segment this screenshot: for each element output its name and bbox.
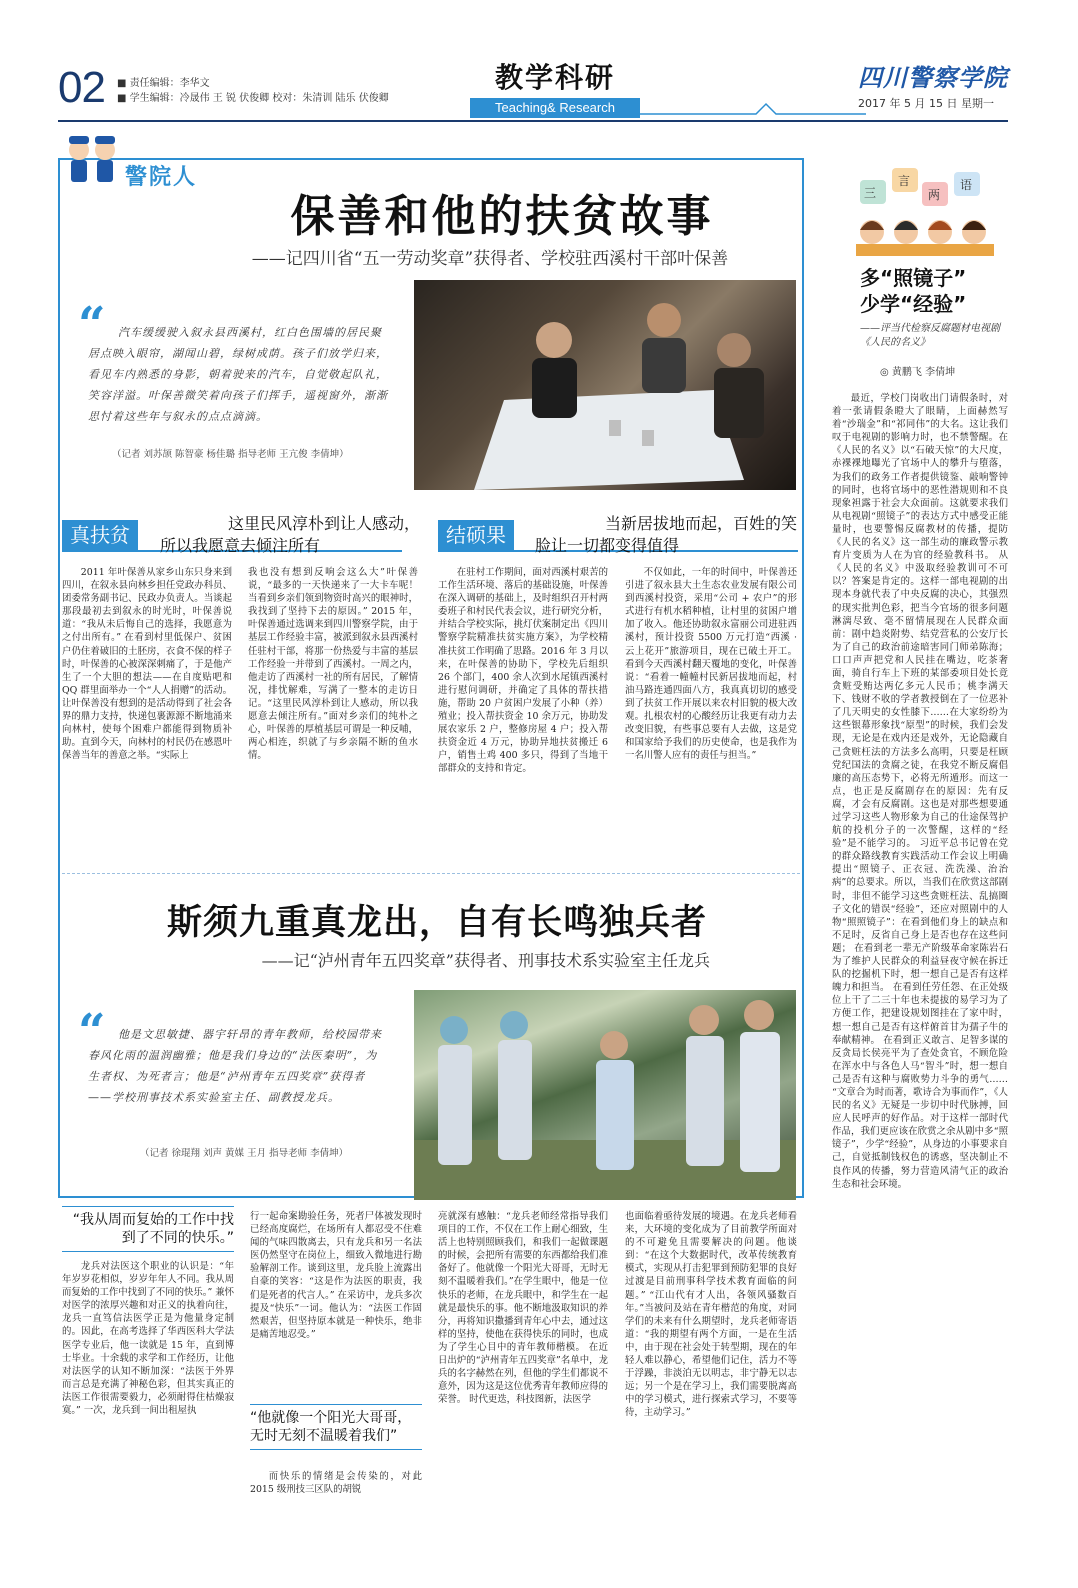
quote-mark-icon-2: “: [78, 1004, 106, 1060]
commentary-subtitle: ——评当代检察反腐题材电视剧《人民的名义》: [860, 323, 1000, 348]
quote-mark-icon: “: [78, 297, 106, 353]
story1-col4: 不仅如此，一年的时间中，叶保善还引进了叙永县大土生态农业发展有限公司到西溪村投资，采用“公司 + 农户”的形式进行有机水稻种植，让村里的贫困户增加了收入。他还协助叙永富丽公司进驻西溪村，预计投资 5500 万元打造“西溪 · 云上花开”旅游项目，现在已破土开工。 看到今天西溪村翻天覆地的变化，叶保善说：“看着一幢幢村民新居拔地而起，村油马路连通四面八方，我真真切切的感受到了扶贫工作开展以来农村旧貌的极大改观。扎根农村的心酸经历让我更有动力去改变旧貌，有些事总要有人去做，这是党和国家给予我们的历史使命，也是我作为一名川警人应有的责任与担当。”: [625, 567, 797, 762]
section-title: 教学科研: [494, 61, 615, 94]
school-logo: 四川警察学院: [858, 63, 1008, 92]
section2-head-1: 当新居拔地而起，百姓的笑: [604, 514, 797, 533]
story2-pullquote-2: “他就像一个阳光大哥哥，无时无刻不温暖着我们”: [250, 1404, 422, 1450]
column-tag: [65, 130, 215, 190]
bubble-word-1: 三: [864, 186, 877, 200]
story2-col4: 也面临着亟待发展的境遇。在龙兵老师看来，大环境的变化成为了目前教学所面对的不可避免且需要解决的问题。他谈到：“在这个大数据时代，改革传统教育模式，实现从打击犯罪到预防犯罪的良好过渡是目前刑事科学技术教育面临的问题。” “江山代有才人出，各领风骚数百年。”当被问及站在青年楷范的角度，对同学们的未来有什么期望时，龙兵老师寄语道：“我的期望有两个方面，一是在生活中，由于现在社会处于转型期，现在的年轻人难以静心，希望他们记住，活力不等于浮躁，非淡泊无以明志，非宁静无以志远；另一个是在学习上，我们需要脱离高中的学习模式，进行探索式学习，不要等待，主动学习。”: [625, 1211, 797, 1419]
header-wave: [636, 100, 866, 118]
section1-head-2: 所以我愿意去倾注所有: [160, 536, 321, 555]
story1-col1: 2011 年叶保善从家乡山东只身来到四川，在叙永县向林乡担任党政办科员、团委常务副书记、民政办负责人。当谈起那段最初去到叙永的时光时，叶保善说道：“我从未后悔自己的选择，我愿意为之付出所有。” 在看到村里低保户、贫困户仍住着破旧的土胚房，衣食不保的样子时，叶保善的心被深深刺痛了，于是他产生了一个大胆的想法——在自度贴吧和 QQ 群里面举办一个“人人捐赠”的活动。让叶保善没有想到的是活动得到了社会各界的鼎力支持，快递包裹源源不断地涌来向林村，使每个困难户都能得到物质补助。直到今天，向林村的村民仍在感恩叶保善当年的善意之举。“实际上: [62, 567, 232, 762]
tag-zhenfupin: 真扶贫: [62, 520, 138, 550]
commentary-author: ◎ 黄鹏飞 李倩坤: [880, 367, 956, 378]
story1-byline: （记者 刘苏颉 陈智豪 杨佳璐 指导老师 王亢俊 李倩坤）: [112, 449, 349, 460]
story2-subtitle: ——记“泸州青年五四奖章”获得者、刑事技术系实验室主任龙兵: [261, 951, 710, 970]
story1-col2: 我也没有想到反响会这么大”叶保善说，“最多的一天快递来了一大卡车呢！当看到乡亲们领到物资时高兴的眼神时，我找到了坚持下去的原因。” 2015 年，叶保善通过选调来到四川警察学院，由于基层工作经验丰富，被派到叙永县西溪村任驻村干部，将那一份热爱与丰富的基层工作经验一并带到了西溪村。一周之内，他走访了西溪村一社的所有居民，了解情况，排忧解难，写满了一整本的走访日记。“这里民风淳朴到让人感动，所以我愿意去倾注所有。”面对乡亲们的纯朴之心，叶保善的厚植基层可谓是一种反哺，两心相连，织就了与乡亲隔不断的鱼水情。: [248, 567, 418, 762]
column-tag-label: 警院人: [125, 165, 198, 190]
commentary-illustration: [850, 160, 1000, 260]
bubble-word-4: 语: [960, 178, 973, 192]
story-divider: [62, 873, 800, 874]
tag-jieshuoguo: 结硕果: [438, 520, 514, 550]
section1-head-1: 这里民风淳朴到让人感动，: [227, 514, 420, 533]
story1-lead: 汽车缓缓驶入叙永县西溪村，红白色围墙的居民聚居点映入眼帘，湖闻山碧，绿树成荫。孩子们放学归来，看见车内熟悉的身影，朝着驶来的汽车，自觉敬起队礼，笑容洋溢。叶保善微笑着向孩子们挥手，遥视窗外，渐渐思忖着这些年与叙永的点点滴滴。: [88, 326, 388, 423]
story2-pullquote-1: “我从周而复始的工作中找到了不同的快乐。”: [62, 1206, 234, 1252]
section2-head-2: 脸让一切都变得值得: [535, 536, 680, 555]
story2-byline: （记者 徐琨翔 刘声 黄媒 王月 指导老师 李倩坤）: [140, 1148, 349, 1159]
story2-col3: 亮就深有感触：“龙兵老师经常指导我们项目的工作，不仅在工作上耐心细致，生活上也特别照顾我们，和我们一起做课题的时候，会把所有需要的东西都给我们准备好了。他就像一个阳光大哥哥，无时无刻不温暖着我们。”在学生眼中，他是一位快乐的老师，在龙兵眼中，和学生在一起就是最快乐的事。他不断地汲取知识的养分，再将知识撒播到青年心中去，通过这样的坚持，使他在获得快乐的同时，也成为了学生心目中的青年教师楷模。 在近日出炉的“泸州青年五四奖章”名单中，龙兵的名字赫然在列，但他的学生们都说不意外，因为这是这位优秀青年教师应得的荣誉。 时代更迭，科技图新，法医学: [438, 1211, 608, 1406]
commentary-body: 最近，学校门岗收出门请假条时，对着一张请假条瞪大了眼睛，上面赫然写着“沙瑞金”和“祁同伟”的大名。这让我们叹于电视剧的影响力时，也不禁警醒。在《人民的名义》以“石破天惊”的大尺度，赤裸裸地曝光了官场中人的攀升与堕落，为我们的政务工作者提供镜鉴、敲响警钟的同时，也将官场中的恶性潜规则和不良现象袒露于社会大众面前。这就要求我们从电视剧“照镜子”的表达方式中感受正能量时，也要警惕反腐教材的传播，提防《人民的名义》这一部生动的廉政警示教育片变质为人在为官的经验教科书。 从《人民的名义》中汲取经验教训可不可以？答案是肯定的。这样一部电视剧的出现本身就代表了中央反腐的决心，其强烈的现实批判色彩，把当今官场的很多问题淋漓尽致、毫不留情展现在人民群众面前：剧中趋炎附势、结党营私的公安厅长为了自己的政治前途暗害同门师弟陈海；口口声声把党和人民挂在嘴边，吃茶奢面，骑自行车上下班的某部委项目处长竟贪赃受贿达两亿多元人民币；桃李满天下、钱财不收的学者教授倒在了一位恶补了几天明史的女性膝下……在大家纷纷为这些银幕形象找“原型”的时候，我们会发现，无论是在戏内还是戏外，无论隐藏自己贪赃枉法的方法多么高明，只要是枉顾党纪国法的贪腐之徒，在我党不断反腐倡廉的高压态势下，必将无所遁形。而这一点，也正是反腐剧存在的原因：先有反腐，才会有反腐剧。这也是对那些想要通过学习这些人物形象为自己的仕途保驾护航的投机分子的一次警醒，这样的“经验”是不能学习的。 习近平总书记曾在党的群众路线教育实践活动工作会议上明确提出“照镜子、正衣冠、洗洗澡、治治病”的总要求。所以，当我们在欣赏这部剧时，非但不能学习这些贪赃枉法、乱搞圈子文化的错误“经验”，还应对照剧中的人物“照照镜子”：在看到他们身上的缺点和不足时，反省自己身上是否也存在这些问题； 在看到老一辈无产阶级革命家陈岩石为了维护人民群众的利益昼夜守候在拆迁队的挖掘机下时，想一想自己是否有这样魄力和担当。 在看到任劳任怨、在正处级位上干了二三十年也未提拔的易学习为了方便工作，把建设规划图挂在了家中时，想一想自己是否有这样俯首甘为孺子牛的奉献精神。 在看到正义敢言、足智多谋的反贪局长侯亮平为了查处贪官，不顾危险在浑水中与各色人马“智斗”时，想一想自己是否有这种与腐败势力斗争的勇气…… “文章合为时而著，歌诗合为事而作”，《人民的名义》无疑是一步切中时代脉搏，回应人民呼声的好作品。对于这样一部时代作品，我们更应该在欣赏之余从剧中多“照镜子”，少学“经验”，从身边的小事要求自己，自觉抵制钱权色的诱惑，坚决制止不良作风的传播，努力营造风清气正的政治生态和社会环境。: [832, 393, 1008, 1190]
story2-lead: 他是文思敏捷、器宇轩昂的青年教师，给校园带来春风化雨的温润幽雅；他是我们身边的“法医秦明”，为生者权、为死者言；他是“泸州青年五四奖章”获得者——学校刑事技术系实验室主任、副教授龙兵。: [88, 1028, 382, 1104]
section-subtitle: Teaching& Research: [470, 98, 640, 118]
story2-title: 斯须九重真龙出，自有长鸣独兵者: [166, 903, 707, 943]
story2-col1: 龙兵对法医这个职业的认识是：“年年岁岁花相似，岁岁年年人不同。我从周而复始的工作中找到了不同的快乐。” 兼怀对医学的浓厚兴趣和对正义的执着向往，龙兵一直笃信法医学正是为他量身定制的。因此，在高考选择了华西医科大学法医学专业后，他一读就是 15 年，直到博士毕业。十余载的求学和工作经历，让他对法医学的认知不断加深：“法医于外界而言总是充满了神秘色彩，但其实真正的法医工作很需要毅力，必须耐得住枯燥寂寞。” 一次，龙兵到一间出租屋执: [62, 1261, 234, 1417]
story1-col3: 在驻村工作期间，面对西溪村艰苦的工作生活环境、落后的基础设施，叶保善在深入调研的基础上，及时组织召开村两委班子和村民代表会议，进行研究分析，并结合学校实际，挑灯伏案制定出《四川警察学院精准扶贫实施方案》，为学校精准扶贫工作明确了思路。2016 年 3 月以来，在叶保善的协助下，学校先后组织 26 个部门，400 余人次到水尾镇西溪村进行慰问调研，并确定了具体的帮扶措施，帮助 20 户贫困户发展了小种（养）殖业；投入帮扶资金 10 余万元，协助发展农家乐 2 户，整修房屋 4 户；投入帮扶资金近 4 万元，协助异地扶贫搬迁 6 户，销售土鸡 400 多只，得到了当地干部群众的支持和肯定。: [438, 567, 608, 775]
commentary-title: [860, 265, 1010, 317]
editor-line: ■ 责任编辑：李华文: [117, 78, 210, 89]
commentary-title-line2: 少学“经验”: [860, 292, 967, 316]
student-editor-line: ■ 学生编辑：冷晟伟 王 锐 伏俊卿 校对：朱清训 陆乐 伏俊卿: [117, 93, 389, 104]
story1-subtitle: ——记四川省“五一劳动奖章”获得者、学校驻西溪村干部叶保善: [251, 249, 729, 269]
story2-col2b: 而快乐的情绪是会传染的，对此 2015 级刑技三区队的胡锐: [250, 1471, 422, 1496]
speech-bubbles-icon: [850, 160, 1000, 260]
commentary-title-line1: 多“照镜子”: [860, 266, 967, 290]
bubble-word-2: 言: [898, 174, 911, 188]
bubble-word-3: 两: [928, 188, 941, 202]
story2-col2: 行一起命案勘验任务，死者尸体被发现时已经高度腐烂，在场所有人都忍受不住难闻的气味四散离去，只有龙兵和另一名法医仍然坚守在岗位上，细致入微地进行勘验解剖工作。谈到这里，龙兵脸上流露出自豪的笑容：“这是作为法医的职责，我们是死者的代言人。” 在采访中，龙兵多次提及“快乐”一词。他认为：“法医工作固然艰苦，但坚持原本就是一种快乐，绝非是痛苦地忍受。”: [250, 1211, 422, 1340]
story1-photo: [414, 280, 796, 490]
header-rule: [58, 120, 1008, 122]
editor-credits: [117, 76, 389, 106]
page-number: 02: [58, 63, 105, 112]
issue-date: 2017 年 5 月 15 日 星期一: [858, 97, 994, 110]
story2-photo: [414, 990, 796, 1200]
story1-title: 保善和他的扶贫故事: [290, 191, 714, 242]
